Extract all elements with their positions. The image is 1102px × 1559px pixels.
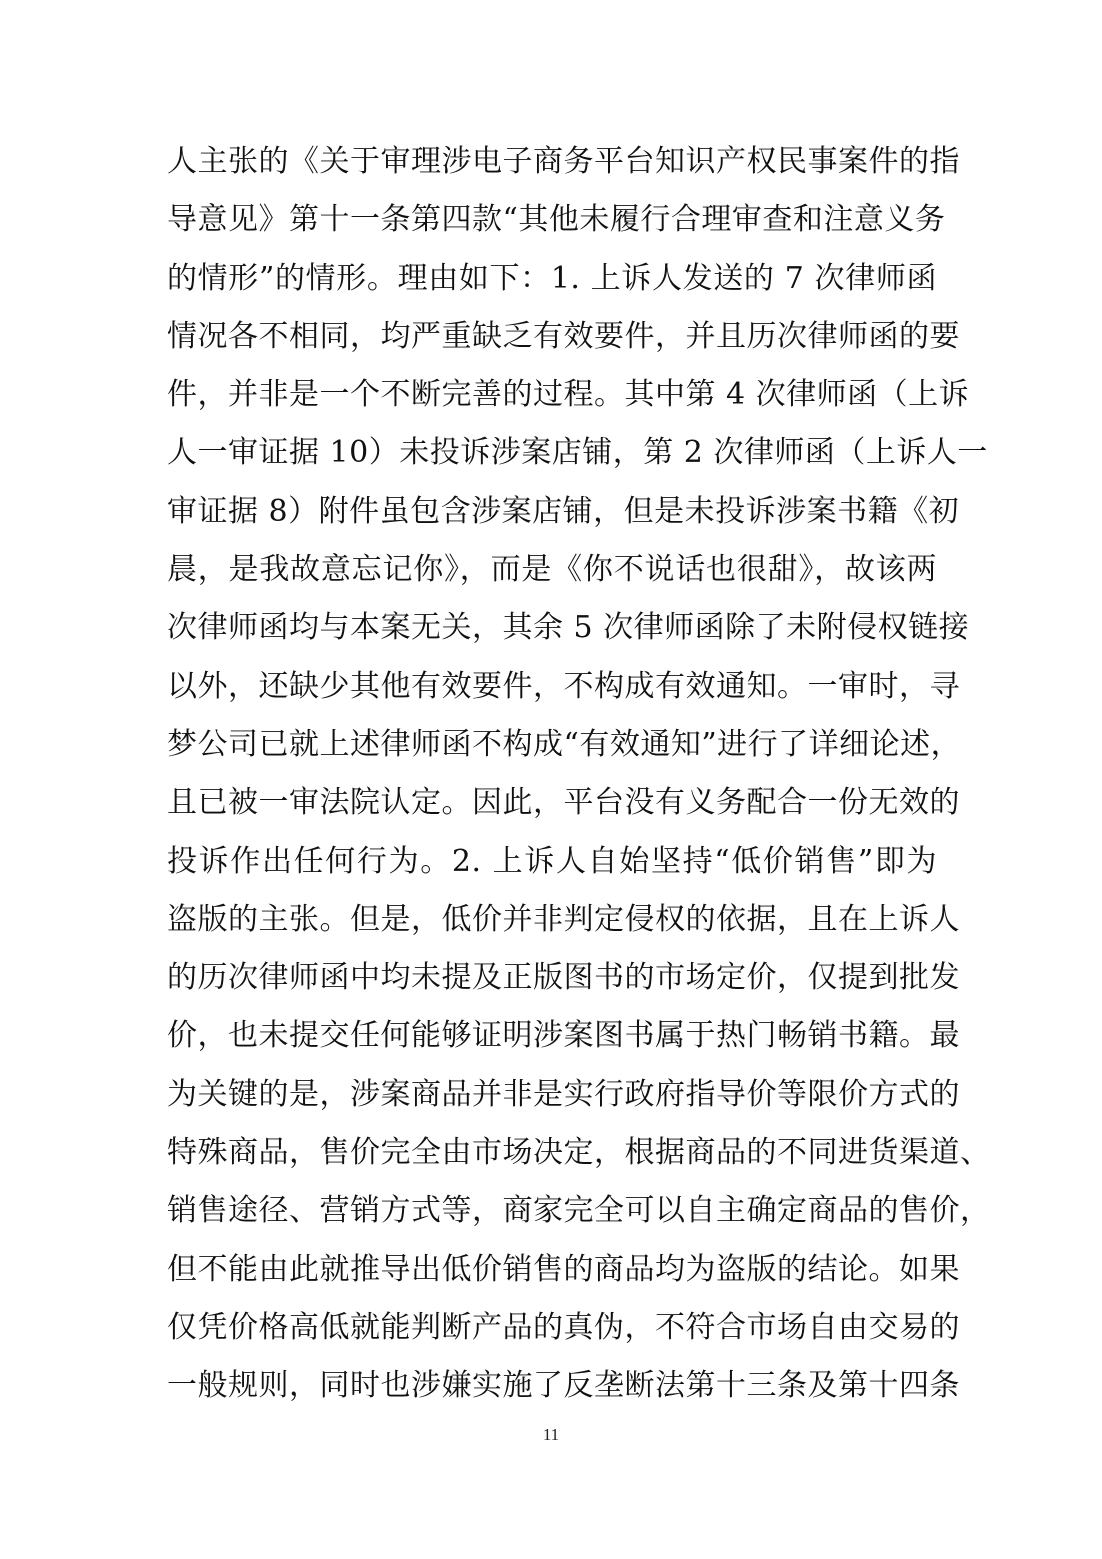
body-text xyxy=(167,133,991,1416)
text-line: 审证据 8）附件虽包含涉案店铺，但是未投诉涉案书籍《初 xyxy=(167,493,960,529)
text-line: 的历次律师函中均未提及正版图书的市场定价，仅提到批发 xyxy=(167,960,960,996)
text-line: 仅凭价格高低就能判断产品的真伪，不符合市场自由交易的 xyxy=(167,1309,960,1345)
text-line: 为关键的是，涉案商品并非是实行政府指导价等限价方式的 xyxy=(167,1076,960,1112)
text-line: 一般规则，同时也涉嫌实施了反垄断法第十三条及第十四条 xyxy=(167,1368,960,1404)
text-line: 的情形”的情形。理由如下：1. 上诉人发送的 7 次律师函 xyxy=(167,260,937,296)
text-line: 人一审证据 10）未投诉涉案店铺，第 2 次律师函（上诉人一 xyxy=(167,435,988,471)
text-line: 投诉作出任何行为。2. 上诉人自始坚持“低价销售”即为 xyxy=(167,843,937,879)
text-line: 特殊商品，售价完全由市场决定，根据商品的不同进货渠道、 xyxy=(167,1135,991,1171)
text-line: 价，也未提交任何能够证明涉案图书属于热门畅销书籍。最 xyxy=(167,1018,960,1054)
text-line: 盗版的主张。但是，低价并非判定侵权的依据，且在上诉人 xyxy=(167,901,960,937)
text-line: 次律师函均与本案无关，其余 5 次律师函除了未附侵权链接 xyxy=(167,610,970,646)
text-line: 但不能由此就推导出低价销售的商品均为盗版的结论。如果 xyxy=(167,1251,960,1287)
text-line: 且已被一审法院认定。因此，平台没有义务配合一份无效的 xyxy=(167,785,960,821)
text-line: 导意见》第十一条第四款“其他未履行合理审查和注意义务 xyxy=(167,202,946,238)
text-line: 晨，是我故意忘记你》，而是《你不说话也很甜》，故该两 xyxy=(167,552,937,588)
page-number: 11 xyxy=(542,1425,560,1444)
text-line: 人主张的《关于审理涉电子商务平台知识产权民事案件的指 xyxy=(167,144,960,179)
text-line: 销售途径、营销方式等，商家完全可以自主确定商品的售价， xyxy=(167,1193,991,1229)
text-line: 梦公司已就上述律师函不构成“有效通知”进行了详细论述， xyxy=(167,726,962,762)
text-line: 情况各不相同，均严重缺乏有效要件，并且历次律师函的要 xyxy=(167,318,960,354)
text-line: 以外，还缺少其他有效要件，不构成有效通知。一审时，寻 xyxy=(167,668,960,704)
text-line: 件，并非是一个不断完善的过程。其中第 4 次律师函（上诉 xyxy=(167,377,970,413)
